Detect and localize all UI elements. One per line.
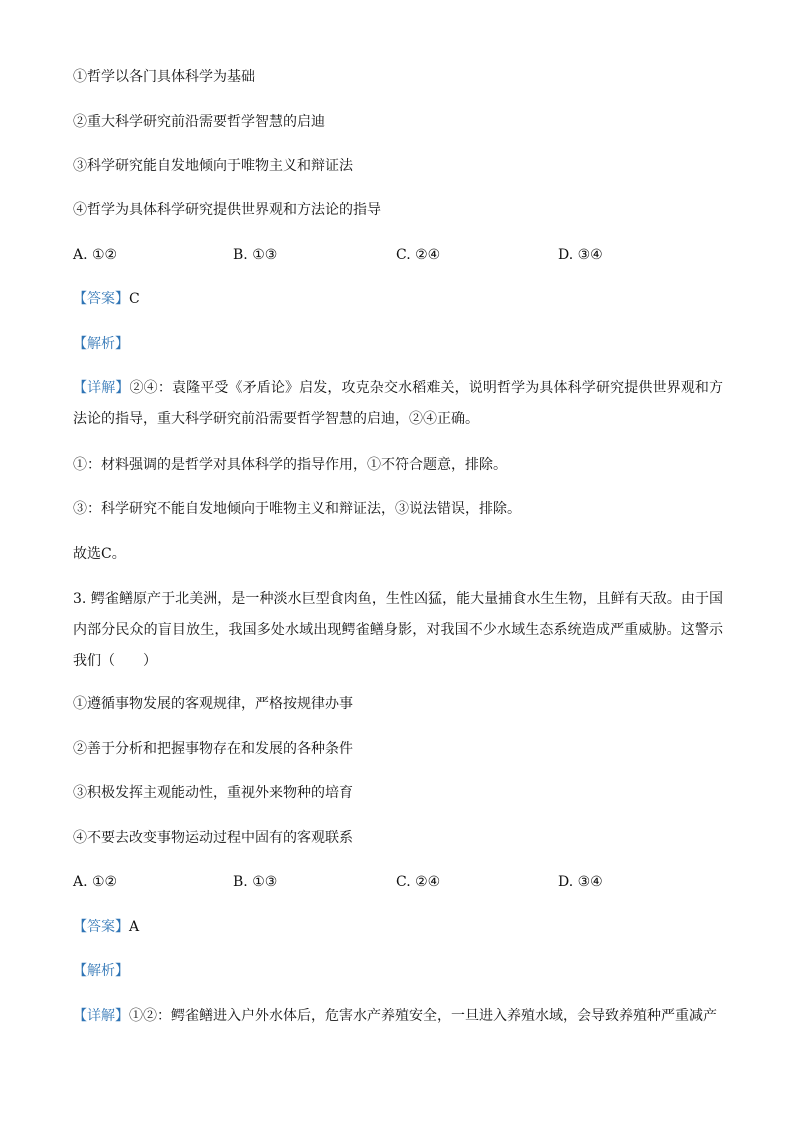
q2-detail [73, 373, 723, 435]
q2-answer [73, 289, 723, 309]
detail-tag: 【详解】 [73, 1008, 129, 1024]
q2-statement-4: ④哲学为具体科学研究提供世界观和方法论的指导 [73, 202, 381, 218]
q3-statement-4: ④不要去改变事物运动过程中固有的客观联系 [73, 830, 353, 846]
q3-statement-2: ②善于分析和把握事物存在和发展的各种条件 [73, 741, 353, 757]
q3-option-c: C. ②④ [396, 874, 441, 890]
q2-option-b: B. ①③ [233, 247, 278, 263]
q3-analysis-heading [73, 961, 723, 981]
q3-option-d: D. ③④ [558, 874, 603, 890]
q3-statement-1: ①遵循事物发展的客观规律，严格按规律办事 [73, 696, 353, 712]
detail-text: ②④：袁隆平受《矛盾论》启发，攻克杂交水稻难关，说明哲学为具体科学研究提供世界观和方法论的指导，重大科学研究前沿需要哲学智慧的启迪，②④正确。 [73, 380, 724, 427]
q2-analysis-heading [73, 334, 723, 354]
q2-statement-2: ②重大科学研究前沿需要哲学智慧的启迪 [73, 114, 325, 130]
q3-statement-3: ③积极发挥主观能动性，重视外来物种的培育 [73, 785, 353, 801]
q2-option-c: C. ②④ [396, 247, 441, 263]
answer-value: A [129, 919, 140, 935]
q2-note-1: ①：材料强调的是哲学对具体科学的指导作用，①不符合题意，排除。 [73, 457, 507, 473]
q3-stem: 3. 鳄雀鳝原产于北美洲，是一种淡水巨型食肉鱼，生性凶猛，能大量捕食水生生物，且鲜有天敌。由于国内部分民众的盲目放生，我国多处水域出现鳄雀鳝身影，对我国不少水域生态系统造成严重威胁。这警示我们（ ） [73, 591, 723, 669]
q3-options [73, 872, 723, 892]
analysis-tag: 【解析】 [73, 963, 129, 979]
answer-tag: 【答案】 [73, 919, 129, 935]
q2-option-d: D. ③④ [558, 247, 603, 263]
detail-tag: 【详解】 [73, 380, 130, 396]
q2-statement-3: ③科学研究能自发地倾向于唯物主义和辩证法 [73, 158, 353, 174]
detail-text: ①②：鳄雀鳝进入户外水体后，危害水产养殖安全，一旦进入养殖水域，会导致养殖种严重减产 [129, 1008, 717, 1024]
q3-detail [73, 1006, 723, 1026]
q2-conclusion: 故选C。 [73, 546, 126, 562]
q2-options [73, 245, 723, 265]
q2-statement-1: ①哲学以各门具体科学为基础 [73, 69, 255, 85]
analysis-tag: 【解析】 [73, 336, 129, 352]
answer-tag: 【答案】 [73, 291, 129, 307]
q2-note-2: ③：科学研究不能自发地倾向于唯物主义和辩证法，③说法错误，排除。 [73, 501, 521, 517]
q2-option-a: A. ①② [73, 247, 118, 263]
q3-answer [73, 917, 723, 937]
q3-option-a: A. ①② [73, 874, 118, 890]
answer-value: C [129, 291, 140, 307]
q3-option-b: B. ①③ [233, 874, 278, 890]
